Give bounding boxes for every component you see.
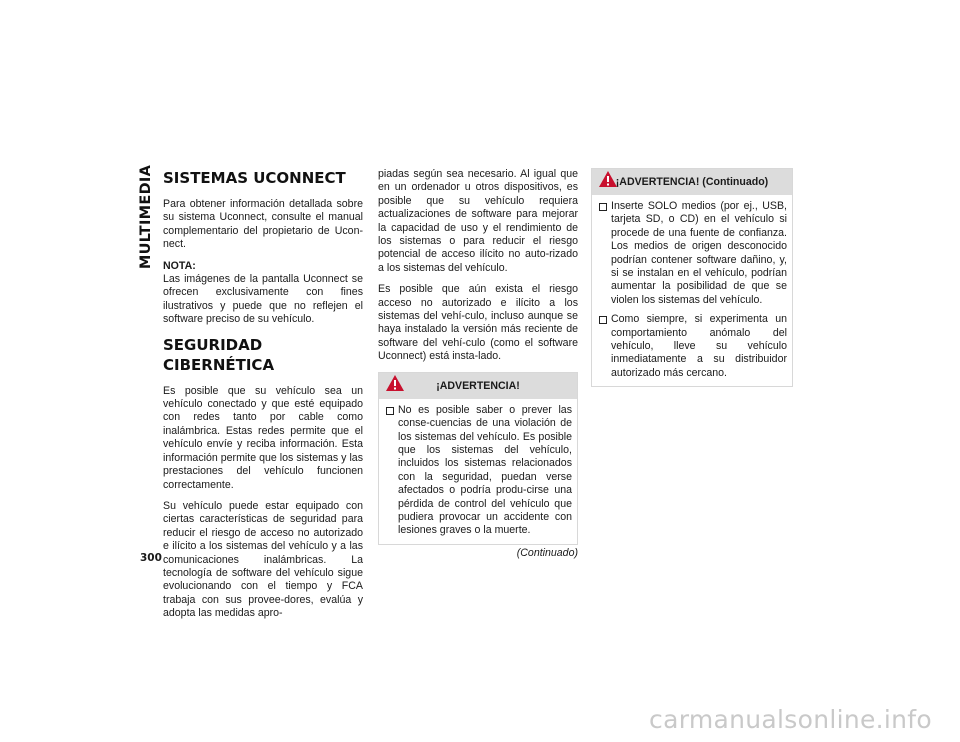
page-number: 300 <box>140 552 162 564</box>
warning-list <box>592 195 792 386</box>
paragraph-security-features: Su vehículo puede estar equipado con ciertas características de seguridad para reducir el riesgo de acceso no autorizado e ilícito a los sistemas del vehículo y a las comunicaciones inalámbricas. La tecnología de software del vehículo sigue evolucionando con el tiempo y FCA trabaja con sus provee-dores, evalúa y adopta las medidas apro- <box>163 499 363 620</box>
column-right <box>591 168 793 387</box>
note <box>163 260 363 327</box>
warning-header <box>592 169 792 195</box>
list-item: No es posible saber o prever las conse-cuencias de una violación de los sistemas del vehículo. Es posible que los sistemas del vehículo, incluidos los sistemas relacionados con la seguridad, puedan verse afectados o podría produ-cirse una pérdida de control del vehículo que pudiera provocar un accidente con lesiones graves o la muerte. <box>386 404 572 538</box>
warning-box <box>378 372 578 545</box>
paragraph-connected-vehicle: Es posible que su vehículo sea un vehículo conectado y que esté equipado con redes tanto por cable como inalámbrica. Estas redes permite que el vehículo envíe y reciba información. Esta información permite que los sistemas y las prestaciones del vehículo funcionen correctamente. <box>163 384 363 491</box>
warning-triangle-icon <box>598 170 618 188</box>
continued-label: (Continuado) <box>516 546 578 559</box>
heading-uconnect: SISTEMAS UCONNECT <box>163 169 346 187</box>
paragraph-residual-risk: Es posible que aún exista el riesgo acceso no autorizado e ilícito a los sistemas del vehí-culo, incluso aunque se haya instalado la versión más reciente de software del vehí-culo (como el software Uconnect) está insta-lado. <box>378 283 578 363</box>
paragraph-uconnect-intro: Para obtener información detallada sobre su sistema Uconnect, consulte el manual complementario del propietario de Ucon-nect. <box>163 198 363 251</box>
warning-triangle-icon <box>385 374 405 392</box>
warning-title: ¡ADVERTENCIA! (Continuado) <box>615 176 769 188</box>
watermark: carmanualsonline.info <box>649 705 932 734</box>
note-label: NOTA: <box>163 259 196 272</box>
note-text: Las imágenes de la pantalla Uconnect se ofrecen exclusivamente con fines ilustrativos y puede que no reflejen el software preciso de su vehículo. <box>163 273 363 326</box>
warning-header <box>379 373 577 399</box>
warning-box-continued <box>591 168 793 387</box>
paragraph-software-updates: piadas según sea necesario. Al igual que en un ordenador u otros dispositivos, es posible que su vehículo requiera actualizaciones de software para mejorar la capacidad de uso y el rendimiento de los sistemas o para reducir el riesgo potencial de acceso ilícito no auto-rizado a los sistemas del vehículo. <box>378 168 578 274</box>
column-middle <box>378 168 578 560</box>
warning-list <box>379 399 577 544</box>
section-title-text: MULTIMEDIA <box>138 164 154 270</box>
list-item: Inserte SOLO medios (por ej., USB, tarjeta SD, o CD) en el vehículo si procede de una fuente de confianza. Los medios de origen desconocido podrían contener software dañino, y, si se instalan en el vehículo, podrían aumentar la posibilidad de que se violen los sistemas del vehículo. <box>599 200 787 307</box>
column-left <box>163 168 363 629</box>
heading-cyber-security: SEGURIDAD CIBERNÉTICA <box>163 335 275 374</box>
warning-title: ¡ADVERTENCIA! <box>436 379 520 392</box>
list-item: Como siempre, si experimenta un comportamiento anómalo del vehículo, lleve su vehículo inmediatamente a su distribuidor autorizado más cercano. <box>599 313 787 380</box>
section-title <box>136 164 156 270</box>
